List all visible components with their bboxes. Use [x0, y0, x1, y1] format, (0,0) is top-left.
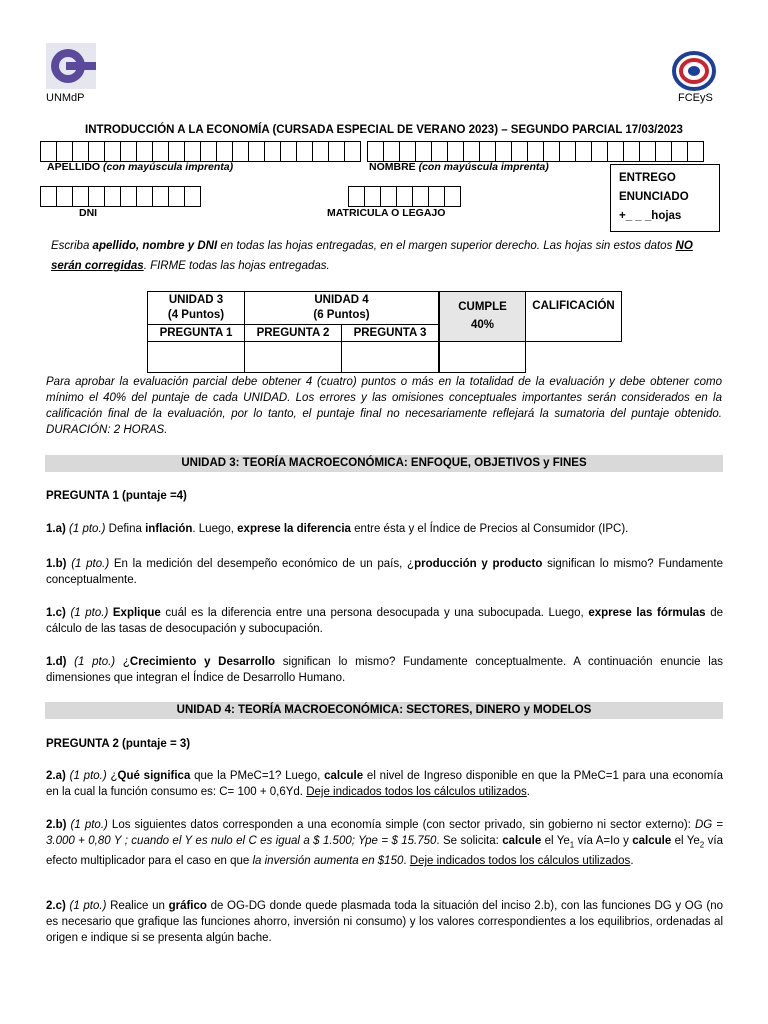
- pregunta2-score[interactable]: [245, 342, 342, 373]
- apellido-boxes[interactable]: [40, 141, 360, 162]
- unidad4-header: UNIDAD 4 (6 Puntos): [245, 292, 439, 325]
- pregunta1-title: PREGUNTA 1 (puntaje =4): [46, 490, 187, 502]
- question-2c: 2.c) (1 pto.) Realice un gráfico de OG-DG donde quede plasmada toda la situación del inciso 2.b), con las funciones DG y OG (no es necesario que grafique las funciones ahorro, inversión ni consumo) y los valores correspondientes a los equilibrios, ordenadas al origen e indique si se presenta algún bache.: [46, 900, 723, 944]
- cumple-header: CUMPLE 40%: [440, 292, 526, 342]
- entrego-line2: ENUNCIADO: [619, 191, 689, 203]
- dni-label: DNI: [79, 207, 98, 219]
- unmdp-label: UNMdP: [46, 92, 85, 104]
- unit3-band: UNIDAD 3: TEORÍA MACROECONÓMICA: ENFOQUE, OBJETIVOS y FINES: [45, 455, 723, 472]
- matricula-label: MATRICULA O LEGAJO: [327, 207, 446, 219]
- pregunta2-title: PREGUNTA 2 (puntaje = 3): [46, 738, 191, 750]
- fceys-logo: [671, 50, 717, 92]
- instructions: Escriba apellido, nombre y DNI en todas las hojas entregadas, en el margen superior derecho. Las hojas sin estos datos NO serán corregidas. FIRME todas las hojas entregadas.: [51, 240, 693, 272]
- question-1a: 1.a) (1 pto.) Defina inflación. Luego, exprese la diferencia entre ésta y el Índice de Precios al Consumidor (IPC).: [46, 523, 629, 535]
- unit4-band: UNIDAD 4: TEORÍA MACROECONÓMICA: SECTORES, DINERO y MODELOS: [45, 702, 723, 719]
- question-2a: 2.a) (1 pto.) ¿Qué significa que la PMeC=1? Luego, calcule el nivel de Ingreso disponible en que la PMeC=1 para una economía en la cual la función consumo es: C= 100 + 0,6Yd. Deje indicados todos los cálculos utilizados.: [46, 770, 723, 798]
- question-1c: 1.c) (1 pto.) Explique cuál es la diferencia entre una persona desocupada y una subocupada. Luego, exprese las fórmulas de cálculo de las tasas de desocupación y subocupación.: [46, 607, 723, 635]
- entrego-line3: +_ _ _hojas: [619, 210, 682, 222]
- dni-boxes[interactable]: [40, 186, 200, 207]
- fceys-label: FCEyS: [678, 92, 713, 104]
- pregunta3-header: PREGUNTA 3: [342, 325, 439, 342]
- unidad3-header: UNIDAD 3 (4 Puntos): [148, 292, 245, 325]
- question-2b: 2.b) (1 pto.) Los siguientes datos corresponden a una economía simple (con sector privado, sin gobierno ni sector externo): DG = 3.000 + 0,80 Y ; cuando el Y es nulo el C es igual a $ 1.500; Ype = $ 15.750. Se solicita: calcule el $Ye_1$ vía A=Io y calcule el $Ye_2$ vía efecto multiplicador para el caso en que la inversión aumenta en $150. Deje indicados todos los cálculos utilizados.: [46, 819, 723, 868]
- nombre-boxes[interactable]: [367, 141, 703, 162]
- question-1b: 1.b) (1 pto.) En la medición del desempeño económico de un país, ¿producción y producto significan lo mismo? Fundamente conceptualmente.: [46, 558, 724, 586]
- nombre-label: NOMBRE (con mayúscula imprenta): [369, 161, 549, 173]
- approval-text: Para aprobar la evaluación parcial debe obtener 4 (cuatro) puntos o más en la totalidad de la evaluación y debe obtener como mínimo el 40% del puntaje de cada UNIDAD. Los errores y las omisiones conceptuales importantes serán considerados en la calificación final de la evaluación, por lo tanto, el puntaje final no necesariamente reflejará la sumatoria del puntaje obtenido. DURACIÓN: 2 HORAS.: [46, 376, 722, 436]
- unmdp-logo: [46, 43, 96, 89]
- calificacion-score[interactable]: [440, 342, 526, 373]
- pregunta1-score[interactable]: [148, 342, 245, 373]
- entrego-line1: ENTREGO: [619, 172, 676, 184]
- grade-table: [147, 291, 622, 373]
- pregunta3-score[interactable]: [342, 342, 439, 373]
- question-1d: 1.d) (1 pto.) ¿Crecimiento y Desarrollo significan lo mismo? Fundamente conceptualmente. A continuación enuncie las dimensiones que integran el Índice de Desarrollo Humano.: [46, 656, 723, 684]
- apellido-label: APELLIDO (con mayúscula imprenta): [47, 161, 234, 173]
- exam-title: INTRODUCCIÓN A LA ECONOMÍA (CURSADA ESPECIAL DE VERANO 2023) – SEGUNDO PARCIAL 17/03/2023: [85, 124, 683, 136]
- calificacion-header: CALIFICACIÓN: [526, 292, 622, 342]
- entrego-box[interactable]: [610, 164, 720, 232]
- pregunta2-header: PREGUNTA 2: [245, 325, 342, 342]
- matricula-boxes[interactable]: [348, 186, 460, 207]
- pregunta1-header: PREGUNTA 1: [148, 325, 245, 342]
